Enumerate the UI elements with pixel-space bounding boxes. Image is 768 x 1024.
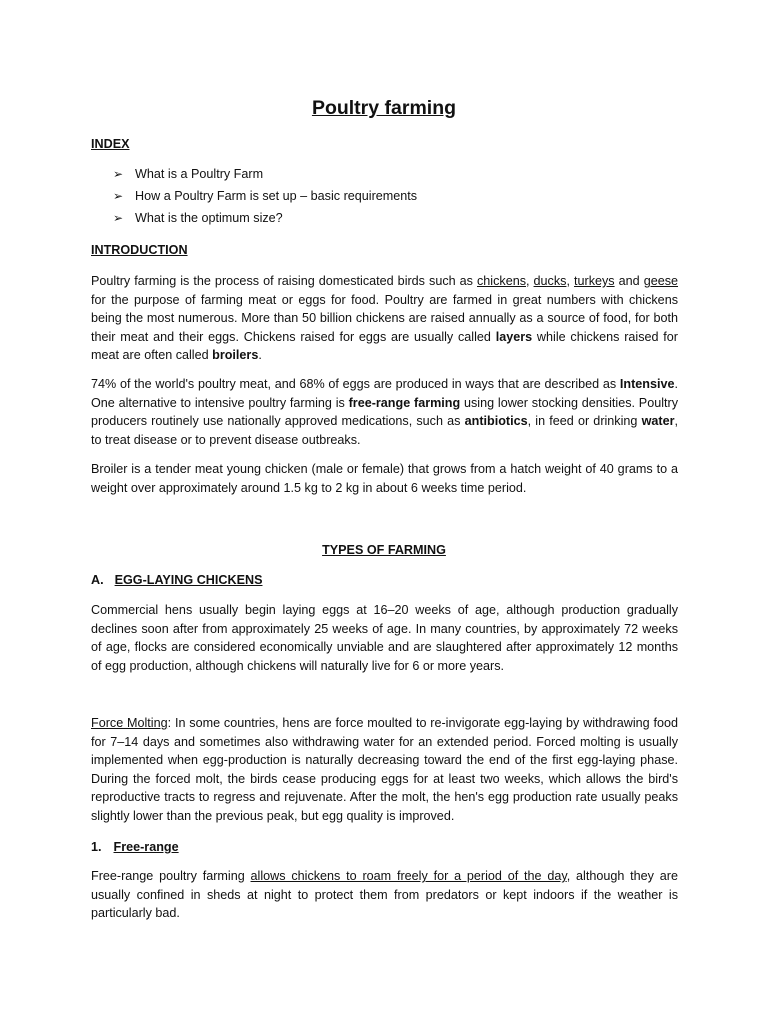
arrow-bullet-icon: ➢ (113, 211, 124, 225)
intro-paragraph-3: Broiler is a tender meat young chicken (male or female) that grows from a hatch weight of 40 grams to a weight over approximately around 1.5 kg to 2 kg in about 6 weeks time period. (91, 462, 678, 495)
text-run: 74% of the world's poultry meat, and 68% of eggs are produced in ways that are described as (91, 377, 620, 391)
arrow-bullet-icon: ➢ (113, 167, 124, 181)
term-free-range: free-range farming (348, 395, 461, 410)
text-run: using lower stocking densities. Poultry producers routinely use nationally approved medications, such as (91, 395, 678, 428)
text-run: , (566, 274, 574, 288)
free-range-marker: 1. (91, 840, 102, 854)
free-range-title: Free-range (113, 840, 179, 854)
text-run: Poultry farming is the process of raising domesticated birds such as (91, 274, 477, 288)
term-intensive: Intensive (619, 377, 675, 391)
intro-paragraph-1 (91, 272, 678, 365)
text-run: , (526, 274, 534, 288)
text-run: and (614, 274, 644, 288)
free-range-underlined-phrase: allows chickens to roam freely for a period of the day (250, 869, 567, 883)
text-run: while chickens raised for meat are often called (91, 329, 678, 362)
index-item (113, 209, 283, 227)
force-molting-term: Force Molting (91, 716, 168, 730)
text-run: . One alternative to intensive poultry farming is (91, 377, 678, 410)
text-run: , to treat disease or to prevent disease outbreaks. (91, 414, 678, 447)
index-item-label: What is a Poultry Farm (135, 167, 264, 181)
index-item (113, 187, 417, 205)
text-run: Free-range poultry farming (91, 869, 251, 883)
text-run: . (258, 348, 262, 362)
section-a-marker: A. (91, 573, 104, 587)
text-run: , in feed or drinking (527, 414, 642, 428)
free-range-paragraph (91, 867, 678, 923)
link-chickens[interactable]: chickens (477, 274, 526, 288)
introduction-heading: INTRODUCTION (91, 243, 188, 257)
force-molting-paragraph (91, 714, 678, 825)
index-item (113, 165, 263, 183)
index-item-label: How a Poultry Farm is set up – basic requirements (135, 189, 418, 203)
section-a-title: EGG-LAYING CHICKENS (114, 573, 263, 587)
arrow-bullet-icon: ➢ (113, 189, 124, 203)
types-heading: TYPES OF FARMING (322, 543, 446, 557)
link-geese[interactable]: geese (643, 274, 679, 288)
section-a-heading (91, 571, 678, 590)
text-run: : In some countries, hens are force moulted to re-invigorate egg-laying by withdrawing food for 7–14 days and sometimes also withdrawing water for an extended period. Forced molting is usually implemented when egg-production is naturally decreasing toward the end of the first egg-laying phase. During the forced molt, the birds cease producing eggs for at least two weeks, which allows the bird's reproductive tracts to regress and rejuvenate. After the molt, the hen's egg production rate usually peaks slightly lower than the previous peak, but egg quality is improved. (91, 716, 678, 823)
link-ducks[interactable]: ducks (533, 274, 567, 288)
term-layers: layers (495, 329, 533, 344)
index-item-label: What is the optimum size? (135, 211, 283, 225)
term-broilers: broilers (212, 348, 259, 362)
link-turkeys[interactable]: turkeys (574, 274, 615, 288)
document-title: Poultry farming (311, 97, 457, 119)
text-run: for the purpose of farming meat or eggs for food. Poultry are farmed in great numbers with chickens being the most numerous. More than 50 billion chickens are raised annually as a source of food, for both their meat and their eggs. Chickens raised for eggs are usually called (91, 292, 678, 344)
term-water: water (641, 414, 675, 428)
text-run: , although they are usually confined in sheds at night to protect them from predators or kept indoors if the weather is particularly bad. (91, 869, 678, 920)
index-heading: INDEX (91, 137, 130, 151)
intro-paragraph-2 (91, 375, 678, 449)
term-antibiotics: antibiotics (464, 414, 528, 428)
egg-laying-paragraph: Commercial hens usually begin laying eggs at 16–20 weeks of age, although production gradually declines soon after from approximately 25 weeks of age. In many countries, by approximately 72 weeks of age, flocks are considered economically unviable and are slaughtered after approximately 12 months of egg production, although chickens will naturally live for 6 or more years. (91, 603, 678, 673)
free-range-heading (91, 838, 678, 857)
